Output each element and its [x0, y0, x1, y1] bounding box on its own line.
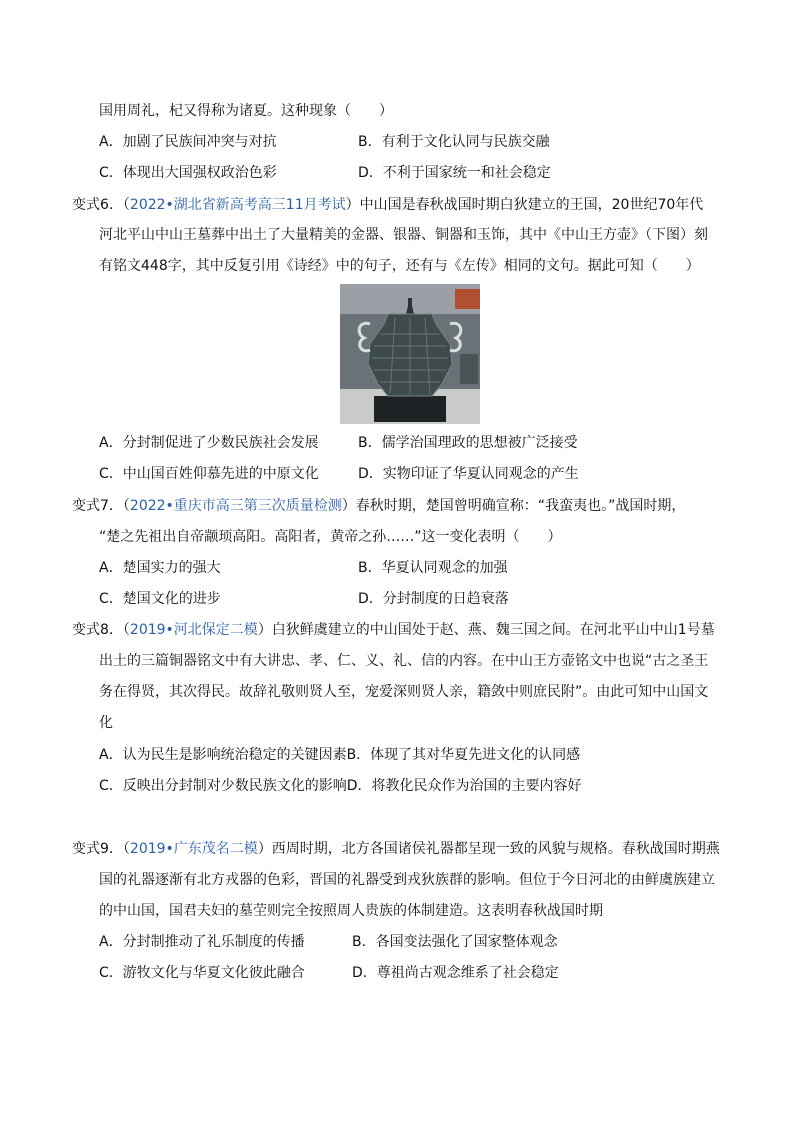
q6-stem-text: ）中山国是春秋战国时期白狄建立的王国，20世纪70年代 [345, 197, 704, 213]
q8-stem-line4: 化 [99, 715, 113, 731]
q9-option-d[interactable]: D．尊祖尚古观念维系了社会稳定 [352, 965, 559, 981]
q9-source: 2019•广东茂名二模 [129, 841, 258, 857]
q6-stem-line3: 有铭文448字，其中反复引用《诗经》中的句子，还有与《左传》相同的文句。据此可知（ ） [99, 258, 700, 274]
q7-stem-text: ）春秋时期，楚国曾明确宣称：“我蛮夷也。”战国时期， [341, 498, 686, 514]
q7-label: 变式7．（ [72, 498, 130, 514]
q6-stem-line2: 河北平山中山王墓葬中出土了大量精美的金器、银器、铜器和玉饰，其中《中山王方壶》（下图）刻 [99, 227, 708, 243]
q8-options-ab[interactable]: A．认为民生是影响统治稳定的关键因素B．体现了其对华夏先进文化的认同感 [99, 747, 581, 763]
q6-label: 变式6．（ [72, 197, 130, 213]
q6-stem-line1 [72, 195, 703, 215]
q7-option-d[interactable]: D．分封制度的日趋衰落 [358, 591, 509, 607]
q6-option-b[interactable]: B．儒学治国理政的思想被广泛接受 [358, 435, 578, 451]
q6-option-c[interactable]: C．中山国百姓仰慕先进的中原文化 [99, 466, 319, 482]
q5-option-a[interactable]: A．加剧了民族间冲突与对抗 [99, 134, 277, 150]
q8-stem-line3: 务在得贤，其次得民。故辞礼敬则贤人至，宠爱深则贤人亲，籍敛中则庶民附”。由此可知中山国文 [99, 684, 709, 700]
q7-stem-line2: “楚之先祖出自帝颛顼高阳。高阳者，黄帝之孙……”这一变化表明（ ） [99, 529, 562, 545]
q6-option-d[interactable]: D．实物印证了华夏认同观念的产生 [358, 466, 579, 482]
q9-option-a[interactable]: A．分封制推动了礼乐制度的传播 [99, 934, 305, 950]
q5-option-b[interactable]: B．有利于文化认同与民族交融 [358, 134, 550, 150]
q5-option-c[interactable]: C．体现出大国强权政治色彩 [99, 165, 277, 181]
q5-option-d[interactable]: D．不利于国家统一和社会稳定 [358, 165, 551, 181]
q9-option-b[interactable]: B．各国变法强化了国家整体观念 [352, 934, 558, 950]
q5-stem-continuation: 国用周礼，杞又得称为诸夏。这种现象（ ） [99, 103, 393, 119]
q7-option-b[interactable]: B．华夏认同观念的加强 [358, 560, 508, 576]
q9-stem-text: ）西周时期，北方各国诸侯礼器都呈现一致的风貌与规格。春秋战国时期燕 [257, 841, 720, 857]
q9-stem-line1 [72, 839, 720, 859]
q9-option-c[interactable]: C．游牧文化与华夏文化彼此融合 [99, 965, 305, 981]
q6-source: 2022•湖北省新高考高三11月考试 [129, 197, 346, 213]
q7-option-c[interactable]: C．楚国文化的进步 [99, 591, 221, 607]
q8-source: 2019•河北保定二模 [129, 622, 258, 638]
q8-stem-text: ）白狄鲜虞建立的中山国处于赵、燕、魏三国之间。在河北平山中山1号墓 [257, 622, 715, 638]
bronze-vessel-illustration [340, 284, 480, 424]
q8-label: 变式8．（ [72, 622, 130, 638]
q9-stem-line3: 的中山国，国君夫妇的墓茔则完全按照周人贵族的体制建造。这表明春秋战国时期 [99, 903, 603, 919]
q6-option-a[interactable]: A．分封制促进了少数民族社会发展 [99, 435, 319, 451]
q8-stem-line2: 出土的三篇铜器铭文中有大讲忠、孝、仁、义、礼、信的内容。在中山王方壶铭文中也说“古之圣王 [99, 653, 709, 669]
zhongshan-bronze-vessel-photo [340, 284, 480, 424]
q8-stem-line1 [72, 620, 715, 640]
q7-option-a[interactable]: A．楚国实力的强大 [99, 560, 221, 576]
q9-stem-line2: 国的礼器逐渐有北方戎器的色彩，晋国的礼器受到戎狄族群的影响。但位于今日河北的由鲜虞族建立 [99, 872, 715, 888]
q7-stem-line1 [72, 496, 685, 516]
q7-source: 2022•重庆市高三第三次质量检测 [129, 498, 342, 514]
q8-options-cd[interactable]: C．反映出分封制对少数民族文化的影响D．将教化民众作为治国的主要内容好 [99, 778, 582, 794]
q9-label: 变式9．（ [72, 841, 130, 857]
